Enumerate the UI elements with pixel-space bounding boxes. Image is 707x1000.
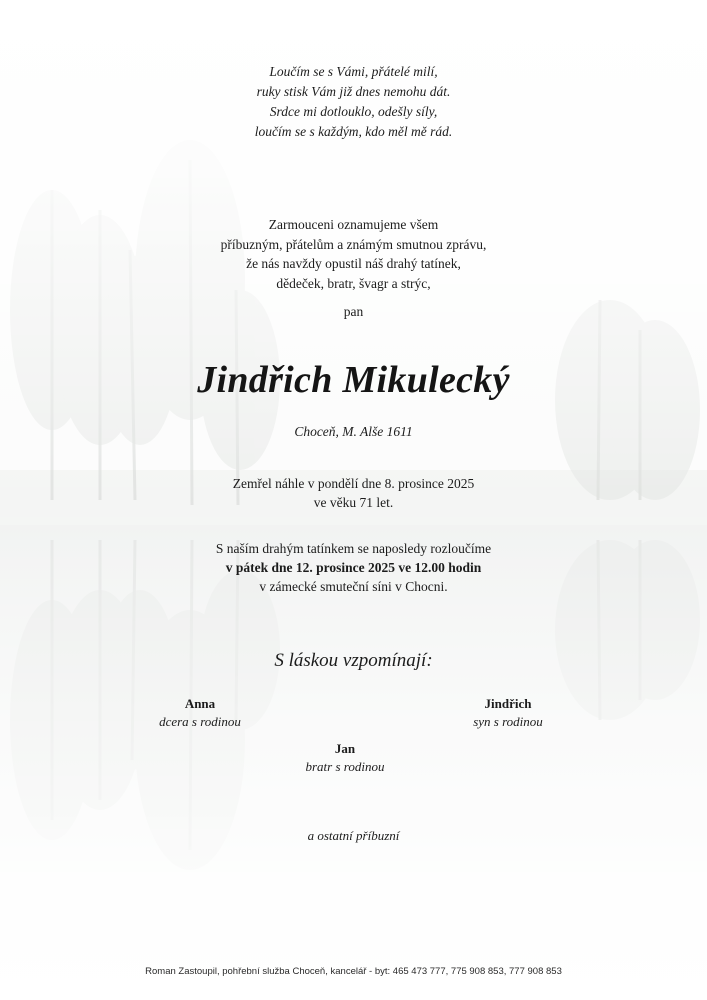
funeral-details (0, 539, 707, 596)
funeral-service-footer: Roman Zastoupil, pohřební služba Choceň, kancelář - byt: 465 473 777, 775 908 853, 777 908 853 (145, 966, 562, 977)
mourner-name: Jan (334, 741, 356, 756)
announcement-line: Zarmouceni oznamujeme všem (268, 217, 439, 232)
mourner-relation: dcera s rodinou (159, 714, 241, 729)
death-notice (0, 474, 707, 512)
deceased-name: Jindřich Mikulecký (197, 359, 510, 401)
funeral-date-time: v pátek dne 12. prosince 2025 ve 12.00 hodin (225, 560, 482, 575)
mourner-relation: bratr s rodinou (305, 759, 385, 774)
mourner-jindrich (408, 695, 608, 731)
announcement-line: dědeček, bratr, švagr a strýc, (276, 275, 431, 291)
mourner-jan (245, 740, 445, 776)
deceased-address: Choceň, M. Alše 1611 (294, 424, 413, 439)
remember-heading: S láskou vzpomínají: (274, 650, 433, 671)
mourner-name: Anna (184, 696, 216, 711)
announcement-line: že nás navždy opustil náš drahý tatínek, (246, 256, 461, 271)
announcement-line: příbuzným, přátelům a známým smutnou zprávu, (220, 236, 487, 252)
death-date-line: Zemřel náhle v pondělí dne 8. prosince 2025 (232, 476, 475, 491)
poem-line: Srdce mi dotlouklo, odešly síly, (269, 104, 438, 119)
mourner-name: Jindřich (484, 696, 532, 711)
death-age-line: ve věku 71 let. (313, 495, 394, 510)
funeral-intro-line: S naším drahým tatínkem se naposledy rozloučíme (215, 541, 492, 556)
funeral-venue: v zámecké smuteční síni v Chocni. (259, 579, 448, 594)
announcement-text (0, 215, 707, 293)
poem-line: ruky stisk Vám již dnes nemohu dát. (256, 84, 451, 99)
mourner-relation: syn s rodinou (473, 714, 543, 729)
mourner-anna (100, 695, 300, 731)
title-word: pan (343, 304, 364, 319)
other-relatives: a ostatní příbuzní (307, 828, 400, 843)
poem-line: Loučím se s Vámi, přátelé milí, (269, 64, 438, 79)
poem-line: loučím se s každým, kdo měl mě rád. (254, 124, 453, 139)
farewell-poem (0, 62, 707, 142)
